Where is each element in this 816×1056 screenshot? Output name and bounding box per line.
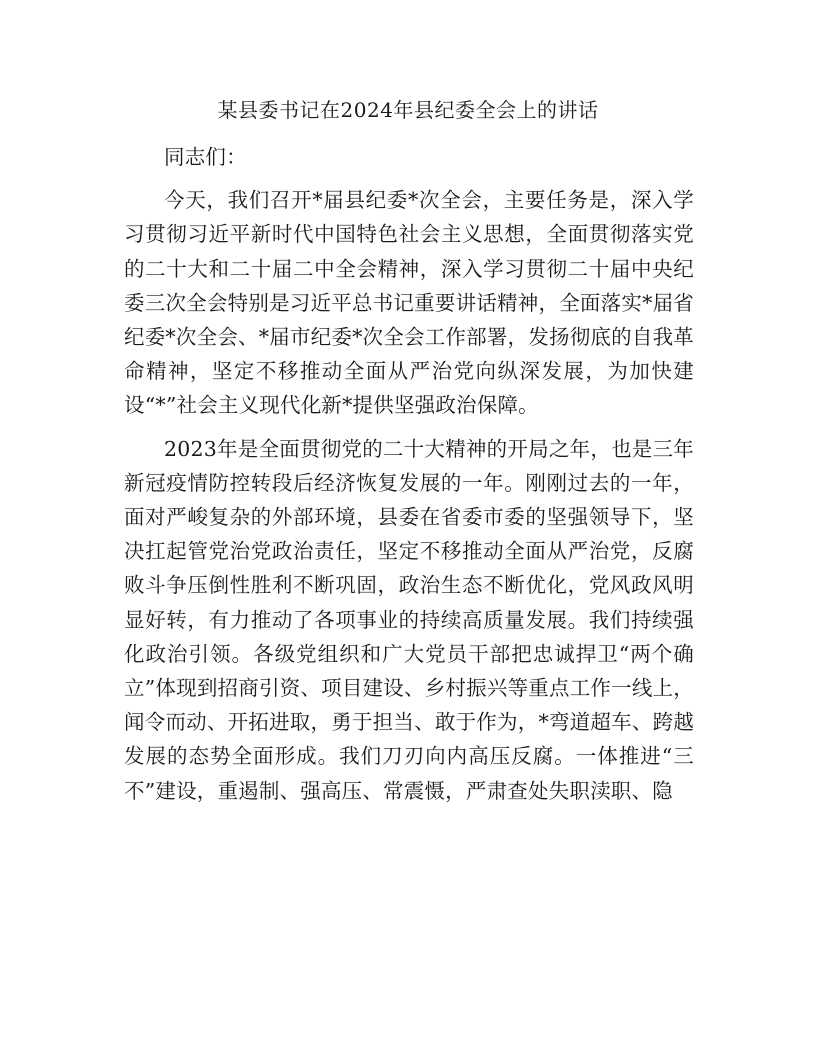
salutation: 同志们：	[164, 145, 247, 169]
document-title: 某县委书记在2024年县纪委全会上的讲话	[217, 98, 599, 122]
paragraph-1: 今天，我们召开*届县纪委*次全会，主要任务是，深入学习贯彻习近平新时代中国特色社会主义思想，全面贯彻落实党的二十大和二十届二中全会精神，深入学习贯彻二十届中央纪委三次全会特别是习近平总书记重要讲话精神，全面落实*届省纪委*次全会、*届市纪委*次全会工作部署，发扬彻底的自我革命精神，坚定不移推动全面从严治党向纵深发展，为加快建设“*”社会主义现代化新*提供坚强政治保障。	[124, 188, 694, 418]
document-body	[124, 140, 694, 817]
paragraph-2: 2023年是全面贯彻党的二十大精神的开局之年，也是三年新冠疫情防控转段后经济恢复发展的一年。刚刚过去的一年，面对严峻复杂的外部环境，县委在省委市委的坚强领导下，坚决扛起管党治党政治责任，坚定不移推动全面从严治党，反腐败斗争压倒性胜利不断巩固，政治生态不断优化，党风政风明显好转，有力推动了各项事业的持续高质量发展。我们持续强化政治引领。各级党组织和广大党员干部把忠诚捍卫“两个确立”体现到招商引资、项目建设、乡村振兴等重点工作一线上，闻令而动、开拓进取，勇于担当、敢于作为，*弯道超车、跨越发展的态势全面形成。我们刀刃向内高压反腐。一体推进“三不”建设，重遏制、强高压、常震慑，严肃查处失职渎职、隐	[124, 436, 694, 803]
